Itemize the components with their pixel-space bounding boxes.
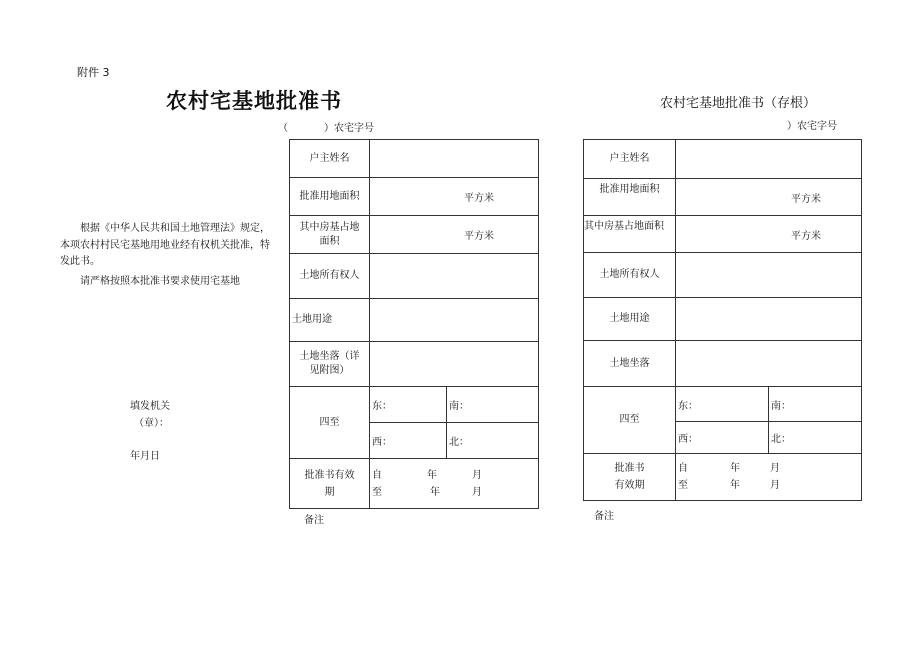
unit-label: 平方米	[464, 193, 494, 204]
year-label: 年	[730, 480, 740, 491]
west-field[interactable]: 西：	[676, 422, 769, 454]
north-field[interactable]: 北：	[447, 423, 539, 459]
issuing-authority-label: 填发机关	[130, 401, 170, 412]
month-label: 月	[472, 469, 482, 481]
validity-label-line1: 批准书有效	[304, 469, 355, 481]
document-number-left	[278, 119, 374, 134]
owner-name-label: 户主姓名	[584, 140, 676, 179]
year-label: 年	[427, 469, 437, 481]
unit-label: 平方米	[464, 231, 494, 242]
land-use-label: 土地用途	[290, 299, 370, 342]
statement-paragraph: 根据《中华人民共和国土地管理法》规定，本项农村村民宅基地用地业经有权机关批准，特发此书。	[60, 223, 270, 267]
doc-no-suffix: ）农宅字号	[324, 123, 374, 134]
usage-instruction: 请严格按照本批准书要求使用宅基地	[80, 275, 240, 287]
doc-no-open-paren: （	[278, 123, 288, 134]
month-label: 月	[472, 486, 482, 498]
month-label: 月	[770, 480, 780, 491]
east-field[interactable]: 东：	[676, 387, 769, 422]
location-label-line2: 见附图）	[309, 365, 350, 376]
approval-statement	[60, 221, 272, 290]
land-owner-field[interactable]	[676, 253, 862, 298]
north-field[interactable]: 北：	[769, 422, 862, 454]
boundaries-label: 四至	[584, 387, 676, 454]
location-field[interactable]	[676, 341, 862, 387]
land-use-field[interactable]	[676, 298, 862, 341]
approved-area-field[interactable]	[370, 178, 539, 216]
boundaries-label: 四至	[290, 387, 370, 459]
certificate-form	[289, 139, 539, 509]
south-field[interactable]: 南：	[769, 387, 862, 422]
house-area-label: 其中房基占地面积	[584, 216, 676, 253]
land-use-label: 土地用途	[584, 298, 676, 341]
owner-name-field[interactable]	[370, 140, 539, 178]
annex-label: 附件 3	[77, 66, 110, 79]
to-label: 至	[372, 486, 382, 498]
house-area-label-line1: 其中房基占地	[299, 221, 360, 233]
validity-field[interactable]	[676, 454, 862, 501]
owner-name-label: 户主姓名	[290, 140, 370, 178]
land-owner-field[interactable]	[370, 254, 539, 299]
validity-label-line2: 期	[324, 486, 335, 498]
validity-to-row	[678, 477, 861, 494]
validity-label-line2: 有效期	[614, 480, 645, 491]
house-area-label-line2: 面积	[319, 235, 340, 247]
from-label: 自	[678, 463, 688, 474]
remark-label: 备注	[304, 515, 324, 526]
owner-name-field[interactable]	[676, 140, 862, 179]
year-label: 年	[430, 486, 440, 498]
unit-label: 平方米	[791, 193, 821, 205]
unit-label: 平方米	[791, 230, 821, 242]
month-label: 月	[770, 463, 780, 474]
validity-field[interactable]	[370, 459, 539, 509]
location-label-line1: 土地坐落（详	[299, 351, 360, 362]
remark-label: 备注	[594, 511, 614, 522]
east-field[interactable]: 东：	[370, 387, 447, 423]
house-area-field[interactable]	[676, 216, 862, 253]
to-label: 至	[678, 480, 688, 491]
from-label: 自	[372, 469, 382, 481]
location-field[interactable]	[370, 342, 539, 387]
document-number-right: ）农宅字号	[787, 121, 837, 132]
stub-title: 农村宅基地批准书（存根）	[660, 96, 817, 111]
year-label: 年	[730, 463, 740, 474]
approved-area-label: 批准用地面积	[290, 178, 370, 216]
validity-to-row	[372, 484, 538, 501]
house-area-field[interactable]	[370, 216, 539, 254]
page-title: 农村宅基地批准书	[166, 89, 342, 113]
land-use-field[interactable]	[370, 299, 539, 342]
approved-area-field[interactable]	[676, 179, 862, 216]
house-area-label	[290, 216, 370, 254]
date-label: 年月日	[130, 451, 160, 462]
validity-label-line1: 批准书	[614, 463, 645, 474]
stub-form	[583, 139, 862, 501]
land-owner-label: 土地所有权人	[290, 254, 370, 299]
validity-label	[290, 459, 370, 509]
west-field[interactable]: 西：	[370, 423, 447, 459]
location-label: 土地坐落	[584, 341, 676, 387]
land-owner-label: 土地所有权人	[584, 253, 676, 298]
approved-area-label: 批准用地面积	[584, 179, 676, 216]
south-field[interactable]: 南：	[447, 387, 539, 423]
location-label	[290, 342, 370, 387]
validity-from-row	[372, 467, 538, 484]
validity-label	[584, 454, 676, 501]
seal-label: （章）：	[134, 418, 169, 429]
validity-from-row	[678, 460, 861, 477]
